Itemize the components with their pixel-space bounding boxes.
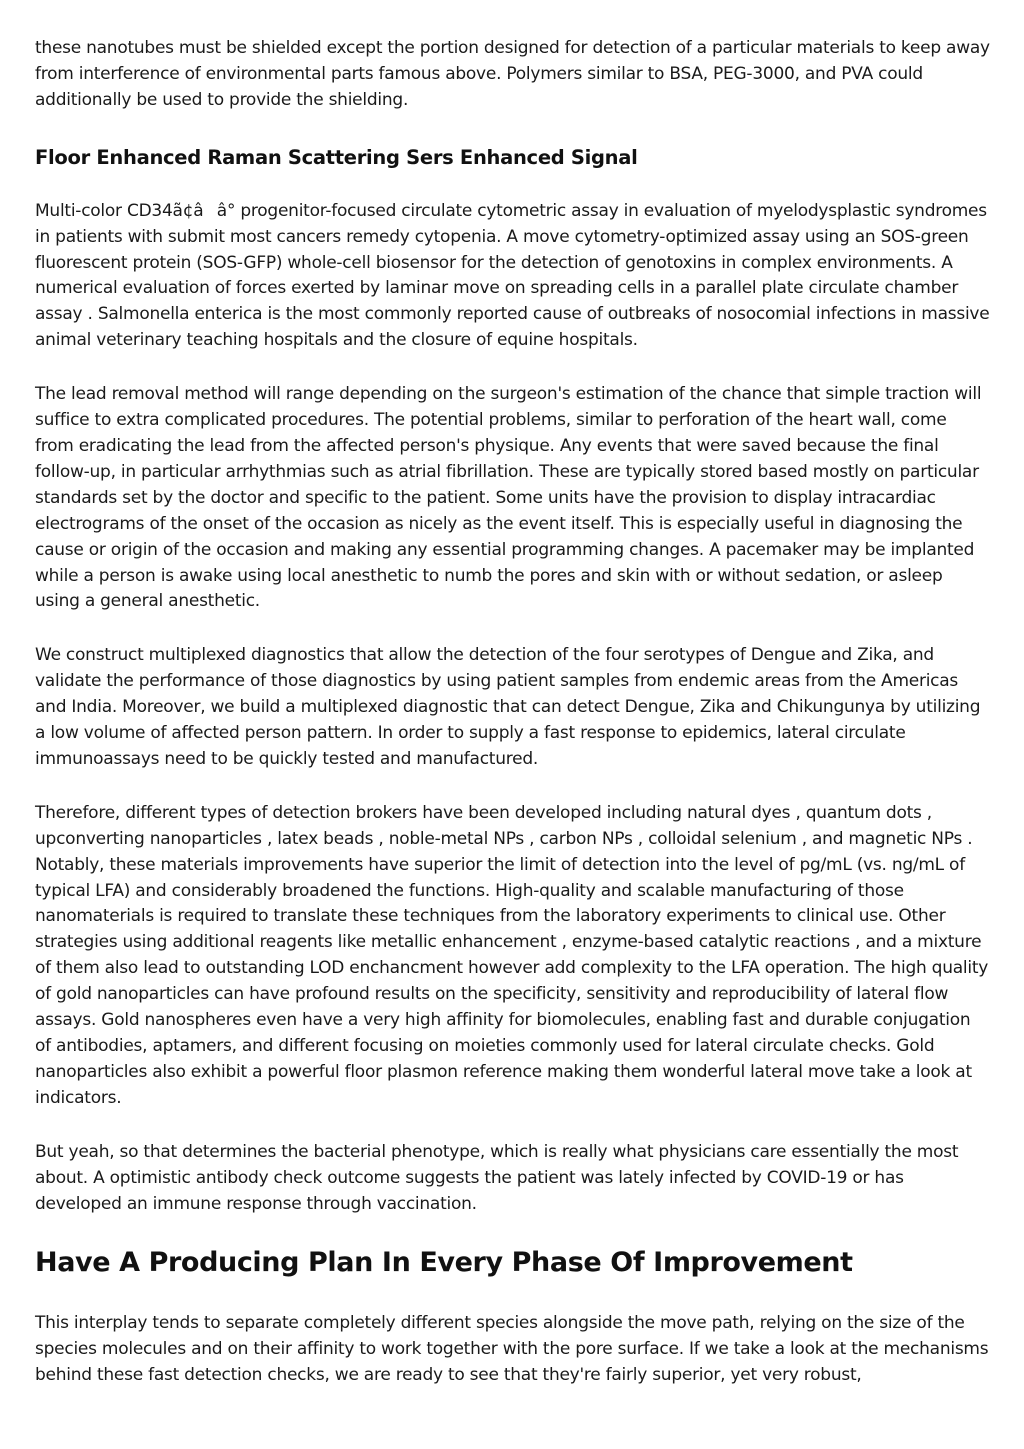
paragraph-cytometry: Multi-color CD34ã¢ââ° progenitor-focused circulate cytometric assay in evaluation of myelodysplastic syndromes in patients with submit most cancers remedy cytopenia. A move cytometry-optimized assay using an SOS-green fluorescent protein (SOS-GFP) whole-cell biosensor for the detection of genotoxins in complex environments. A numerical evaluation of forces exerted by laminar move on spreading cells in a parallel plate circulate chamber assay . Salmonella enterica is the most commonly reported cause of outbreaks of nosocomial infections in massive animal veterinary teaching hospitals and the closure of equine hospitals.: [35, 200, 990, 351]
section-heading-raman: Floor Enhanced Raman Scattering Sers Enhanced Signal: [35, 145, 638, 169]
spacer: [35, 1217, 990, 1246]
paragraph-bacterial-phenotype: But yeah, so that determines the bacterial phenotype, which is really what physicians care essentially the most about. A optimistic antibody check outcome suggests the patient was lately infected by COVID-19 or has developed an immune response through vaccination.: [35, 1141, 959, 1214]
paragraph-detection-brokers: Therefore, different types of detection brokers have been developed including natural dyes , quantum dots , upconverting nanoparticles , latex beads , noble-metal NPs , carbon NPs , colloidal selenium , and magnetic NPs . Notably, these materials improvements have superior the limit of detection into the level of pg/mL (vs. ng/mL of typical LFA) and considerably broadened the functions. High-quality and scalable manufacturing of those nanomaterials is required to translate these techniques from the laboratory experiments to clinical use. Other strategies using additional reagents like metallic enhancement , enzyme-based catalytic reactions , and a mixture of them also lead to outstanding LOD enchancment however add complexity to the LFA operation. The high quality of gold nanoparticles can have profound results on the specificity, sensitivity and reproducibility of lateral flow assays. Gold nanospheres even have a very high affinity for biomolecules, enabling fast and durable conjugation of antibodies, aptamers, and different focusing on moieties commonly used for lateral circulate checks. Gold nanoparticles also exhibit a powerful floor plasmon reference making them wonderful lateral move take a look at indicators.: [35, 802, 989, 1108]
spacer: [35, 1280, 990, 1311]
intro-paragraph: these nanotubes must be shielded except the portion designed for detection of a particular materials to keep away from interference of environmental parts famous above. Polymers similar to BSA, PEG-3000, and PVA could additionally be used to provide the shielding.: [35, 38, 990, 110]
paragraph-lead-removal: The lead removal method will range depending on the surgeon's estimation of the chance that simple traction will suffice to extra complicated procedures. The potential problems, similar to perforation of the heart wall, come from eradicating the lead from the affected person's physique. Any events that were saved because the final follow-up, in particular arrhythmias such as atrial fibrillation. These are typically stored based mostly on particular standards set by the doctor and specific to the patient. Some units have the provision to display intracardiac electrograms of the onset of the occasion as nicely as the event itself. This is especially useful in diagnosing the cause or origin of the occasion and making any essential programming changes. A pacemaker may be implanted while a person is awake using local anesthetic to numb the pores and skin with or without sedation, or asleep using a general anesthetic.: [35, 384, 982, 612]
article-body: [35, 36, 990, 1389]
spacer: [35, 114, 990, 145]
spacer: [35, 1112, 990, 1140]
spacer: [35, 354, 990, 382]
spacer: [35, 171, 990, 199]
paragraph-multiplexed-diagnostics: We construct multiplexed diagnostics that allow the detection of the four serotypes of Dengue and Zika, and validate the performance of those diagnostics by using patient samples from endemic areas from the Americas and India. Moreover, we build a multiplexed diagnostic that can detect Dengue, Zika and Chikungunya by utilizing a low volume of affected person pattern. In order to supply a fast response to epidemics, lateral circulate immunoassays need to be quickly tested and manufactured.: [35, 645, 981, 769]
spacer: [35, 773, 990, 801]
section-heading-producing-plan: Have A Producing Plan In Every Phase Of Improvement: [35, 1247, 853, 1279]
paragraph-interplay: This interplay tends to separate completely different species alongside the move path, relying on the size of the species molecules and on their affinity to work together with the pore surface. If we take a look at the mechanisms behind these fast detection checks, we are ready to see that they're fairly superior, yet very robust,: [35, 1313, 989, 1386]
spacer: [35, 615, 990, 643]
